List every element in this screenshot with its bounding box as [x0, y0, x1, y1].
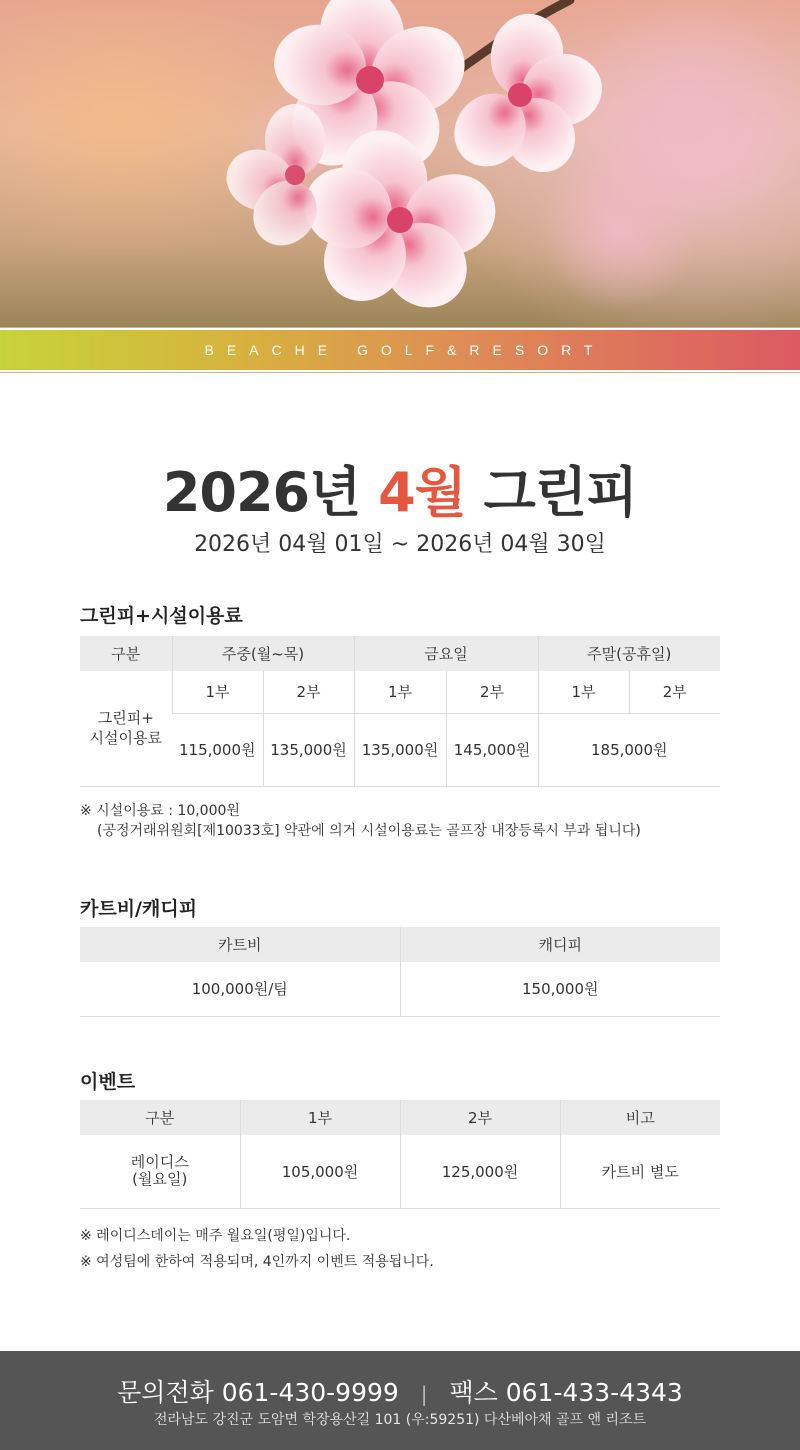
row-label-greenfee	[80, 671, 172, 786]
part-cell: 2부	[446, 671, 538, 713]
event-notes	[80, 1223, 434, 1275]
event-table	[80, 1100, 720, 1209]
table-header-row	[80, 927, 720, 962]
price-cell: 115,000원	[172, 713, 263, 786]
row-label-line2: (월요일)	[132, 1170, 188, 1189]
header-part2: 2부	[400, 1100, 560, 1135]
header-remark: 비고	[560, 1100, 720, 1135]
greenfee-notes	[80, 801, 641, 841]
footer-contact	[0, 1373, 800, 1409]
table-header-row	[80, 636, 720, 671]
price-cell: 105,000원	[240, 1135, 400, 1208]
title-year: 2026년	[162, 461, 361, 524]
price-cell: 125,000원	[400, 1135, 560, 1208]
table-row-parts	[80, 671, 720, 713]
greenfee-heading: 그린피+시설이용료	[80, 605, 243, 627]
note-line: (공정거래위원회[제10033호] 약관에 의거 시설이용료는 골프장 내장등록시 부과 됩니다)	[97, 823, 641, 839]
page-title	[0, 450, 800, 527]
greenfee-table	[80, 636, 720, 787]
row-label-line2: 시설이용료	[89, 729, 162, 748]
header-weekday: 주중(월~목)	[172, 636, 354, 671]
phone-number[interactable]: 061-430-9999	[221, 1378, 399, 1407]
note-line: ※ 여성팀에 한하여 적용되며, 4인까지 이벤트 적용됩니다.	[80, 1254, 434, 1270]
fax-label: 팩스	[449, 1378, 498, 1407]
price-cell: 145,000원	[446, 713, 538, 786]
part-cell: 1부	[538, 671, 629, 713]
row-label-line1: 레이디스	[130, 1153, 189, 1172]
row-label-line1: 그린피+	[97, 709, 154, 728]
price-cell-weekend: 185,000원	[538, 713, 720, 786]
header-friday: 금요일	[354, 636, 538, 671]
cart-fee: 100,000원/팀	[80, 962, 400, 1016]
price-cell: 135,000원	[354, 713, 446, 786]
cart-heading: 카트비/캐디피	[80, 898, 198, 920]
period-range: 2026년 04월 01일 ~ 2026년 04월 30일	[194, 532, 606, 557]
part-cell: 1부	[354, 671, 446, 713]
remark-cell: 카트비 별도	[560, 1135, 720, 1208]
header-caddie: 캐디피	[400, 927, 720, 962]
footer-address: 전라남도 강진군 도암면 학장용산길 101 (우:59251) 다산베아채 골프 앤 리조트	[153, 1412, 647, 1428]
title-suffix: 그린피	[483, 461, 638, 524]
note-line: ※ 시설이용료 : 10,000원	[80, 803, 240, 819]
note-line: ※ 레이디스데이는 매주 월요일(평일)입니다.	[80, 1228, 351, 1244]
row-label-ladies	[80, 1135, 240, 1208]
fax-number: 061-433-4343	[505, 1378, 683, 1407]
phone-label: 문의전화	[117, 1378, 214, 1407]
part-cell: 1부	[172, 671, 263, 713]
header-weekend: 주말(공휴일)	[538, 636, 720, 671]
table-row	[80, 1135, 720, 1208]
header-category: 구분	[80, 1100, 240, 1135]
divider: |	[420, 1382, 428, 1406]
price-cell: 135,000원	[263, 713, 354, 786]
title-month: 4월	[378, 461, 466, 524]
hero-image	[0, 0, 800, 328]
cherry-blossom-illustration	[0, 0, 800, 328]
part-cell: 2부	[629, 671, 720, 713]
caddie-fee: 150,000원	[400, 962, 720, 1016]
table-header-row	[80, 1100, 720, 1135]
footer	[0, 1351, 800, 1450]
brand-bar	[0, 328, 800, 372]
part-cell: 2부	[263, 671, 354, 713]
header-part1: 1부	[240, 1100, 400, 1135]
table-row	[80, 962, 720, 1016]
header-category: 구분	[80, 636, 172, 671]
cart-table	[80, 927, 720, 1017]
table-row-prices	[80, 713, 720, 786]
event-heading: 이벤트	[80, 1071, 136, 1093]
header-cart: 카트비	[80, 927, 400, 962]
brand-name: BEACHE GOLF&RESORT	[204, 342, 606, 358]
